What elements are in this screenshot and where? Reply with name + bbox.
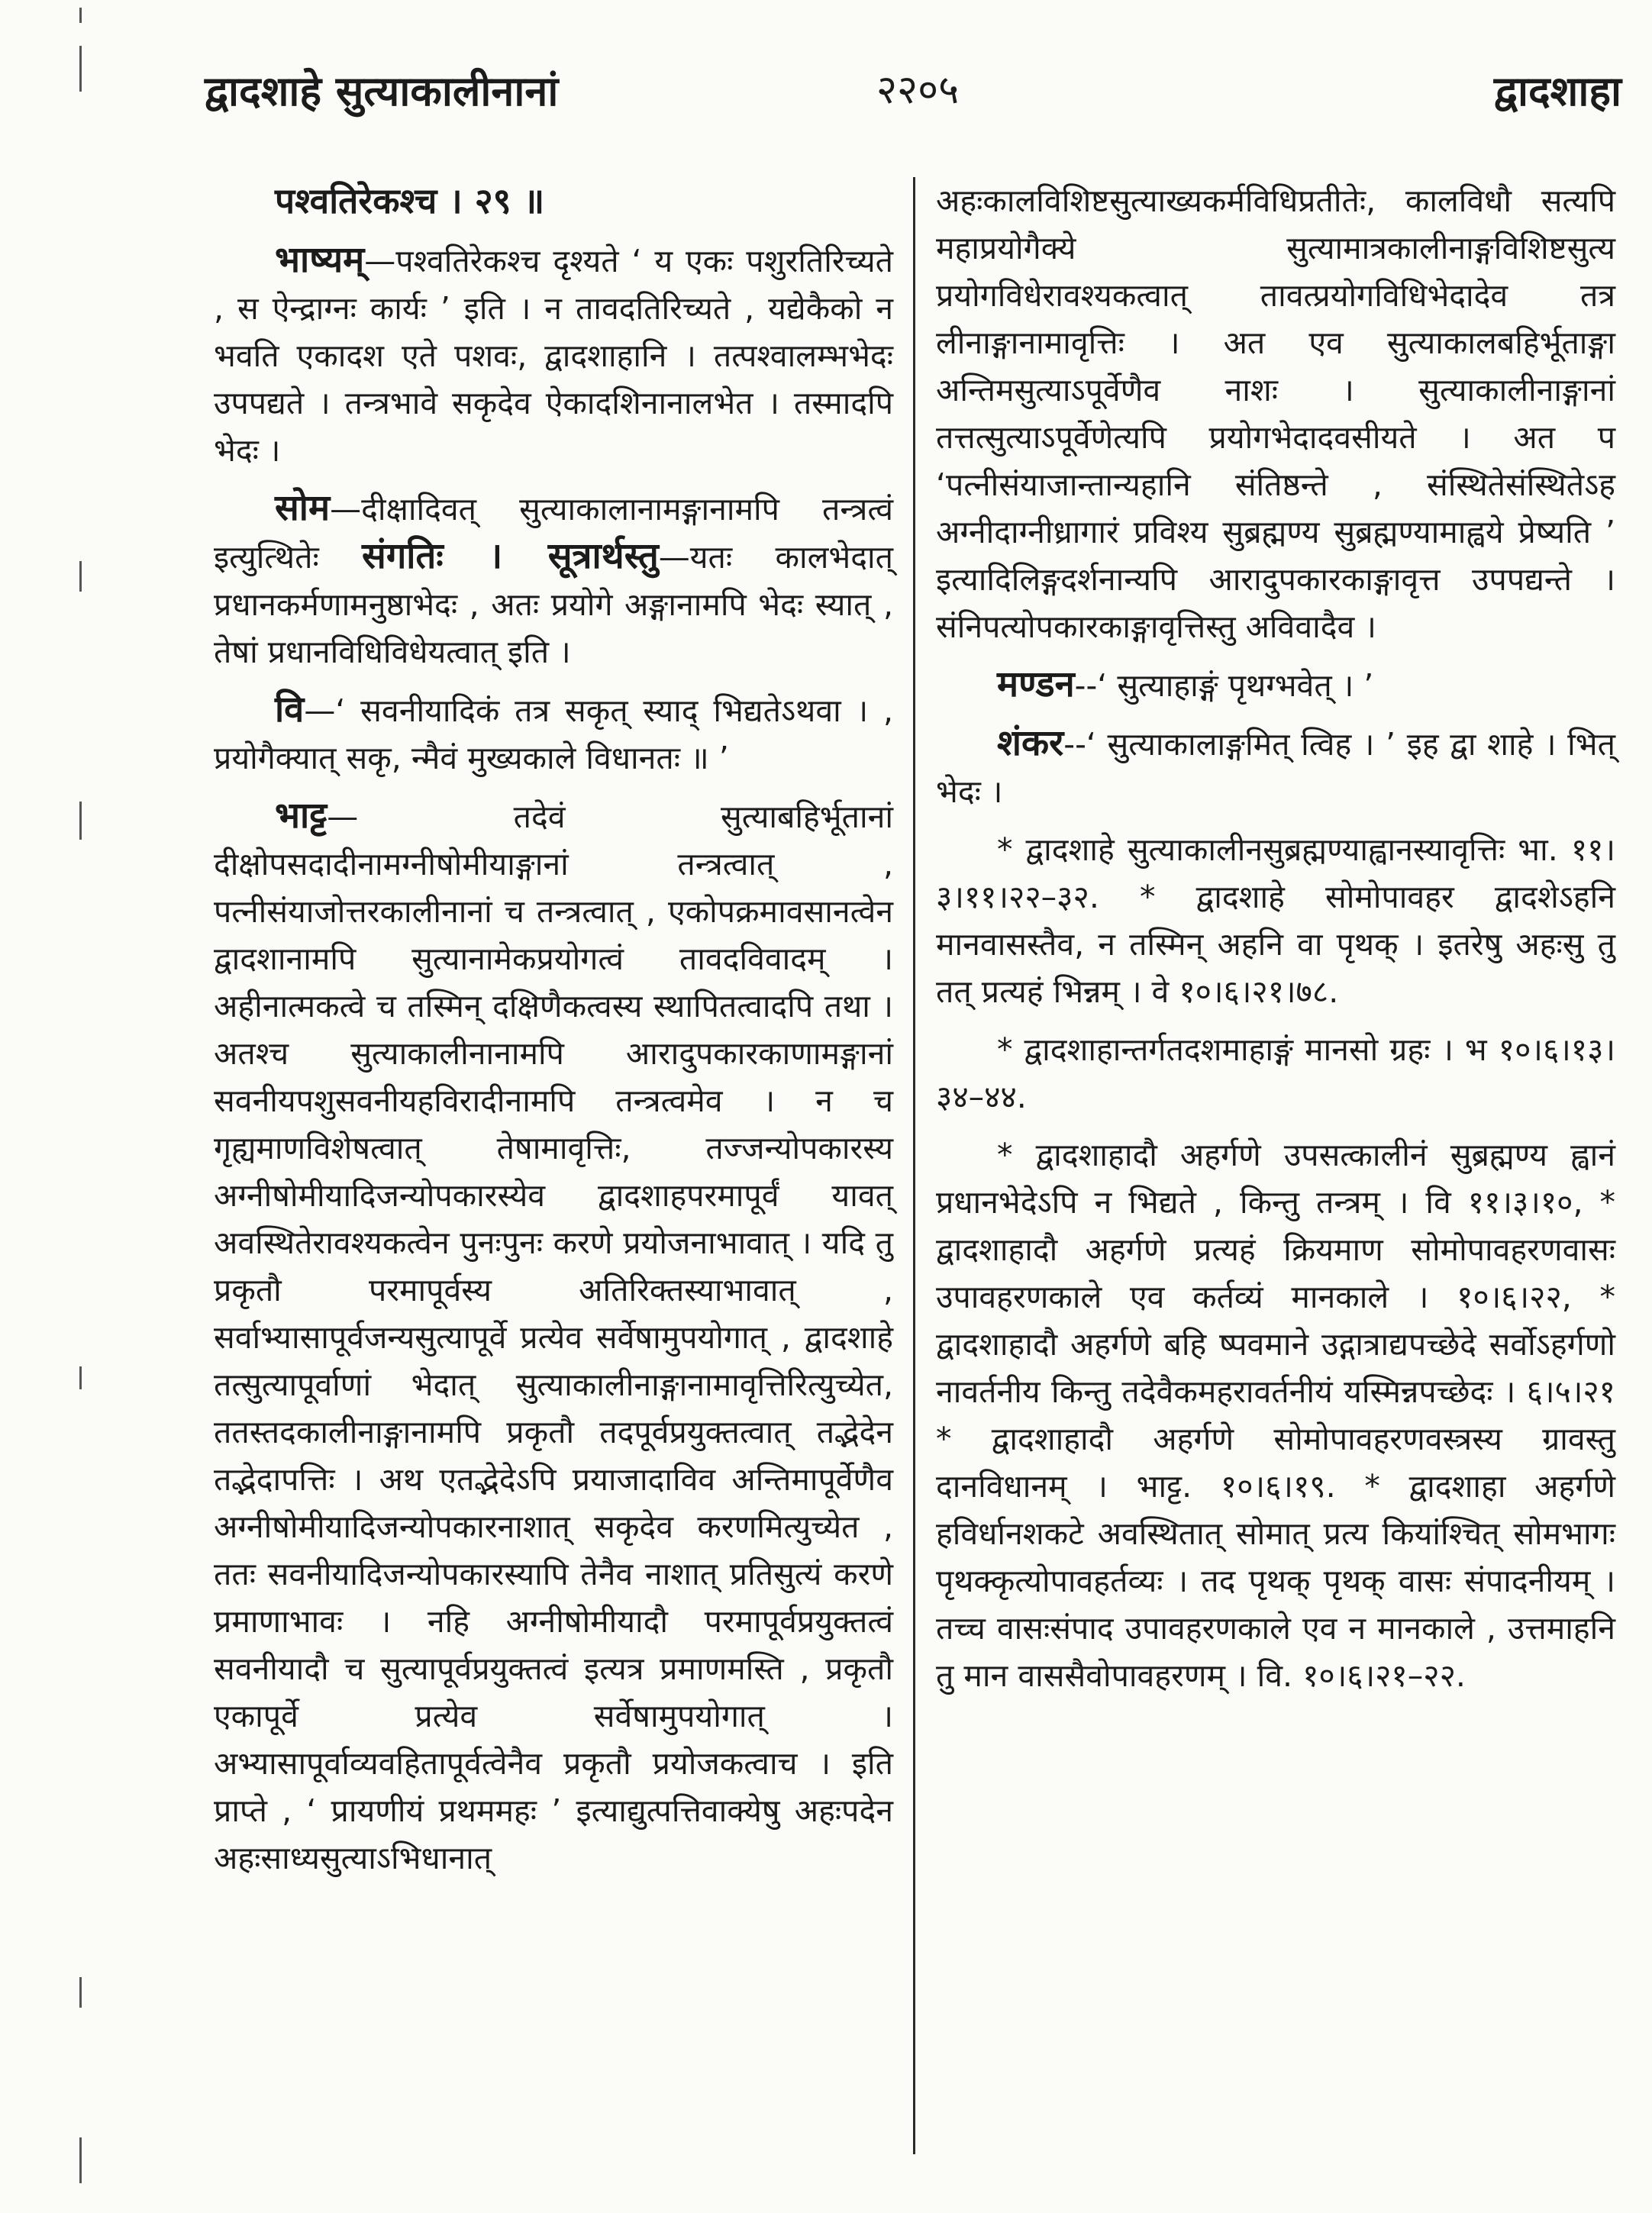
margin-tick [79, 802, 82, 840]
running-header [205, 61, 1621, 130]
note-paragraph: * द्वादशाहादौ अहर्गणे उपसत्कालीनं सुब्रह्मण्य ह्वानं प्रधानभेदेऽपि न भिद्यते , किन्तु तन्त्रम् । वि ११।३।१०, * द्वादशाहादौ अहर्गणे प्रत्यहं क्रियमाण सोमोपावहरणवासः उपावहरणकाले एव कर्तव्यं मानकाले । १०।६।२२, * द्वादशाहादौ अहर्गणे बहि ष्पवमाने उद्गात्राद्यपच्छेदे सर्वोऽहर्गणो नावर्तनीय किन्तु तदेवैकमहरावर्तनीयं यस्मिन्नपच्छेदः । ६।५।२१ * द्वादशाहादौ अहर्गणे सोमोपावहरणवस्त्रस्य ग्रावस्तु दानविधानम् । भाट्ट. १०।६।१९. * द्वादशाहा अहर्गणे हविर्धानशकटे अवस्थितात् सोमात् प्रत्य कियांश्चित् सोमभागः पृथक्कृत्योपावहर्तव्यः । तद पृथक् पृथक् वासः संपादनीयम् । तच्च वासःसंपाद उपावहरणकाले एव न मानकाले , उत्तमाहनि तु मान वाससैवोपावहरणम् । वि. १०।६।२१–२२. [936, 1137, 1615, 1694]
margin-tick [79, 8, 82, 23]
header-right-title: द्वादशाहा [1493, 67, 1621, 115]
margin-tick [79, 1977, 82, 2008]
margin-tick [79, 2137, 82, 2183]
note-paragraph: * द्वादशाहान्तर्गतदशमाहाङ्गं मानसो ग्रहः । भ १०।६।१३।३४–४४. [936, 1031, 1615, 1115]
soma-paragraph: सोम—दीक्षादिवत् सुत्याकालानामङ्गानामपि तन्त्रत्वं इत्युत्थितेः संगतिः । सूत्रार्थस्तु—यतः कालभेदात् प्रधानकर्मणामनुष्ठाभेदः , अतः प्रयोगे अङ्गानामपि भेदः स्यात् , तेषां प्रधानविधिविधेयत्वात् इति । [214, 487, 893, 670]
shankara-paragraph: शंकर--‘ सुत्याकालाङ्गमित् त्विह । ’ इह द्वा शाहे । भित् भेदः । [936, 722, 1615, 810]
bhashya-paragraph: भाष्यम्—पश्वतिरेकश्च दृश्यते ‘ य एकः पशुरतिरिच्यते , स ऐन्द्राग्नः कार्यः ’ इति । न तावदतिरिच्यते , यद्येकैको न भवति एकादश एते पशवः, द्वादशाहानि । तत्पश्वालम्भभेदः उपपद्यते । तन्त्रभावे सकृदेव ऐकादशिनानालभेत । तस्मादपि भेदः । [214, 239, 893, 469]
bhatta-paragraph: भाट्ट— तदेवं सुत्याबहिर्भूतानां दीक्षोपसदादीनामग्नीषोमीयाङ्गानां तन्त्रत्वात् , पत्नीसंयाजोत्तरकालीनानां च तन्त्रत्वात् , एकोपक्रमावसानत्वेन द्वादशानामपि सुत्यानामेकप्रयोगत्वं तावदविवादम् । अहीनात्मकत्वे च तस्मिन् दक्षिणैकत्वस्य स्थापितत्वादपि तथा । अतश्च सुत्याकालीनानामपि आरादुपकारकाणामङ्गानां सवनीयपशुसवनीयहविरादीनामपि तन्त्रत्वमेव । न च गृह्यमाणविशेषत्वात् तेषामावृत्तिः, तज्जन्योपकारस्य अग्नीषोमीयादिजन्योपकारस्येव द्वादशाहपरमापूर्वं यावत् अवस्थितेरावश्यकत्वेन पुनःपुनः करणे प्रयोजनाभावात् । यदि तु प्रकृतौ परमापूर्वस्य अतिरिक्तस्याभावात् , सर्वाभ्यासापूर्वजन्यसुत्यापूर्वे प्रत्येव सर्वेषामुपयोगात् , द्वादशाहे तत्सुत्यापूर्वाणां भेदात् सुत्याकालीनाङ्गानामावृत्तिरित्युच्येत, ततस्तदकालीनाङ्गानामपि प्रकृतौ तदपूर्वप्रयुक्तत्वात् तद्भेदेन तद्भेदापत्तिः । अथ एतद्भेदेऽपि प्रयाजादाविव अन्तिमापूर्वेणैव अग्नीषोमीयादिजन्योपकारनाशात् सकृदेव करणमित्युच्येत , ततः सवनीयादिजन्योपकारस्यापि तेनैव नाशात् प्रतिसुत्यं करणे प्रमाणाभावः । नहि अग्नीषोमीयादौ परमापूर्वप्रयुक्तत्वं सवनीयादौ च सुत्यापूर्वप्रयुक्तत्वं इत्यत्र प्रमाणमस्ति , प्रकृतौ एकापूर्वे प्रत्येव सर्वेषामुपयोगात् । अभ्यासापूर्वाव्यवहितापूर्वत्वेनैव प्रकृतौ प्रयोजकत्वाच । इति प्राप्ते , ‘ प्रायणीयं प्रथममहः ’ इत्याद्युत्पत्तिवाक्येषु अहःपदेन अहःसाध्यसुत्याऽभिधानात् [214, 795, 893, 1876]
vi-paragraph: वि—‘ सवनीयादिकं तत्र सकृत् स्याद् भिद्यतेऽथवा । , प्रयोगैक्यात् सकृ, न्मैवं मुख्यकाले विधानतः ॥ ’ [214, 689, 893, 776]
note-paragraph: * द्वादशाहे सुत्याकालीनसुब्रह्मण्याह्वानस्यावृत्तिः भा. ११।३।११।२२–३२. * द्वादशाहे सोमोपावहर द्वादशेऽहनि मानवासस्तैव, न तस्मिन् अहनि वा पृथक् । इतरेषु अहःसु तु तत् प्रत्यहं भिन्नम् । वे १०।६।२१।७८. [936, 831, 1615, 1010]
left-column [214, 177, 893, 1892]
page-number: २२०५ [876, 67, 960, 113]
mandana-paragraph: मण्डन--‘ सुत्याहाङ्गं पृथग्भवेत् । ’ [997, 663, 1374, 705]
header-left-title: द्वादशाहे सुत्याकालीनानां [205, 67, 559, 115]
column-divider [913, 177, 915, 2154]
margin-tick [79, 561, 82, 592]
section-heading: पश्वतिरेकश्च । २९ ॥ [275, 180, 545, 221]
margin-tick [79, 1366, 82, 1389]
right-column [936, 177, 1615, 1710]
continuation-paragraph: अहःकालविशिष्टसुत्याख्यकर्मविधिप्रतीतेः, कालविधौ सत्यपि महाप्रयोगैक्ये सुत्यामात्रकालीनाङ्गविशिष्टसुत्य प्रयोगविधेरावश्यकत्वात् तावत्प्रयोगविधिभेदादेव तत्र लीनाङ्गानामावृत्तिः । अत एव सुत्याकालबहिर्भूताङ्गा अन्तिमसुत्याऽपूर्वेणैव नाशः । सुत्याकालीनाङ्गानां तत्तत्सुत्याऽपूर्वेणेत्यपि प्रयोगभेदादवसीयते । अत प ‘पत्नीसंयाजान्तान्यहानि संतिष्ठन्ते , संस्थितेसंस्थितेऽह अग्नीदाग्नीध्रागारं प्रविश्य सुब्रह्मण्य सुब्रह्मण्यामाह्वये प्रेष्यति ’ इत्यादिलिङ्गदर्शनान्यपि आरादुपकारकाङ्गावृत्त उपपद्यन्ते । संनिपत्योपकारकाङ्गावृत्तिस्तु अविवादैव । [936, 182, 1615, 645]
margin-tick [79, 46, 82, 92]
